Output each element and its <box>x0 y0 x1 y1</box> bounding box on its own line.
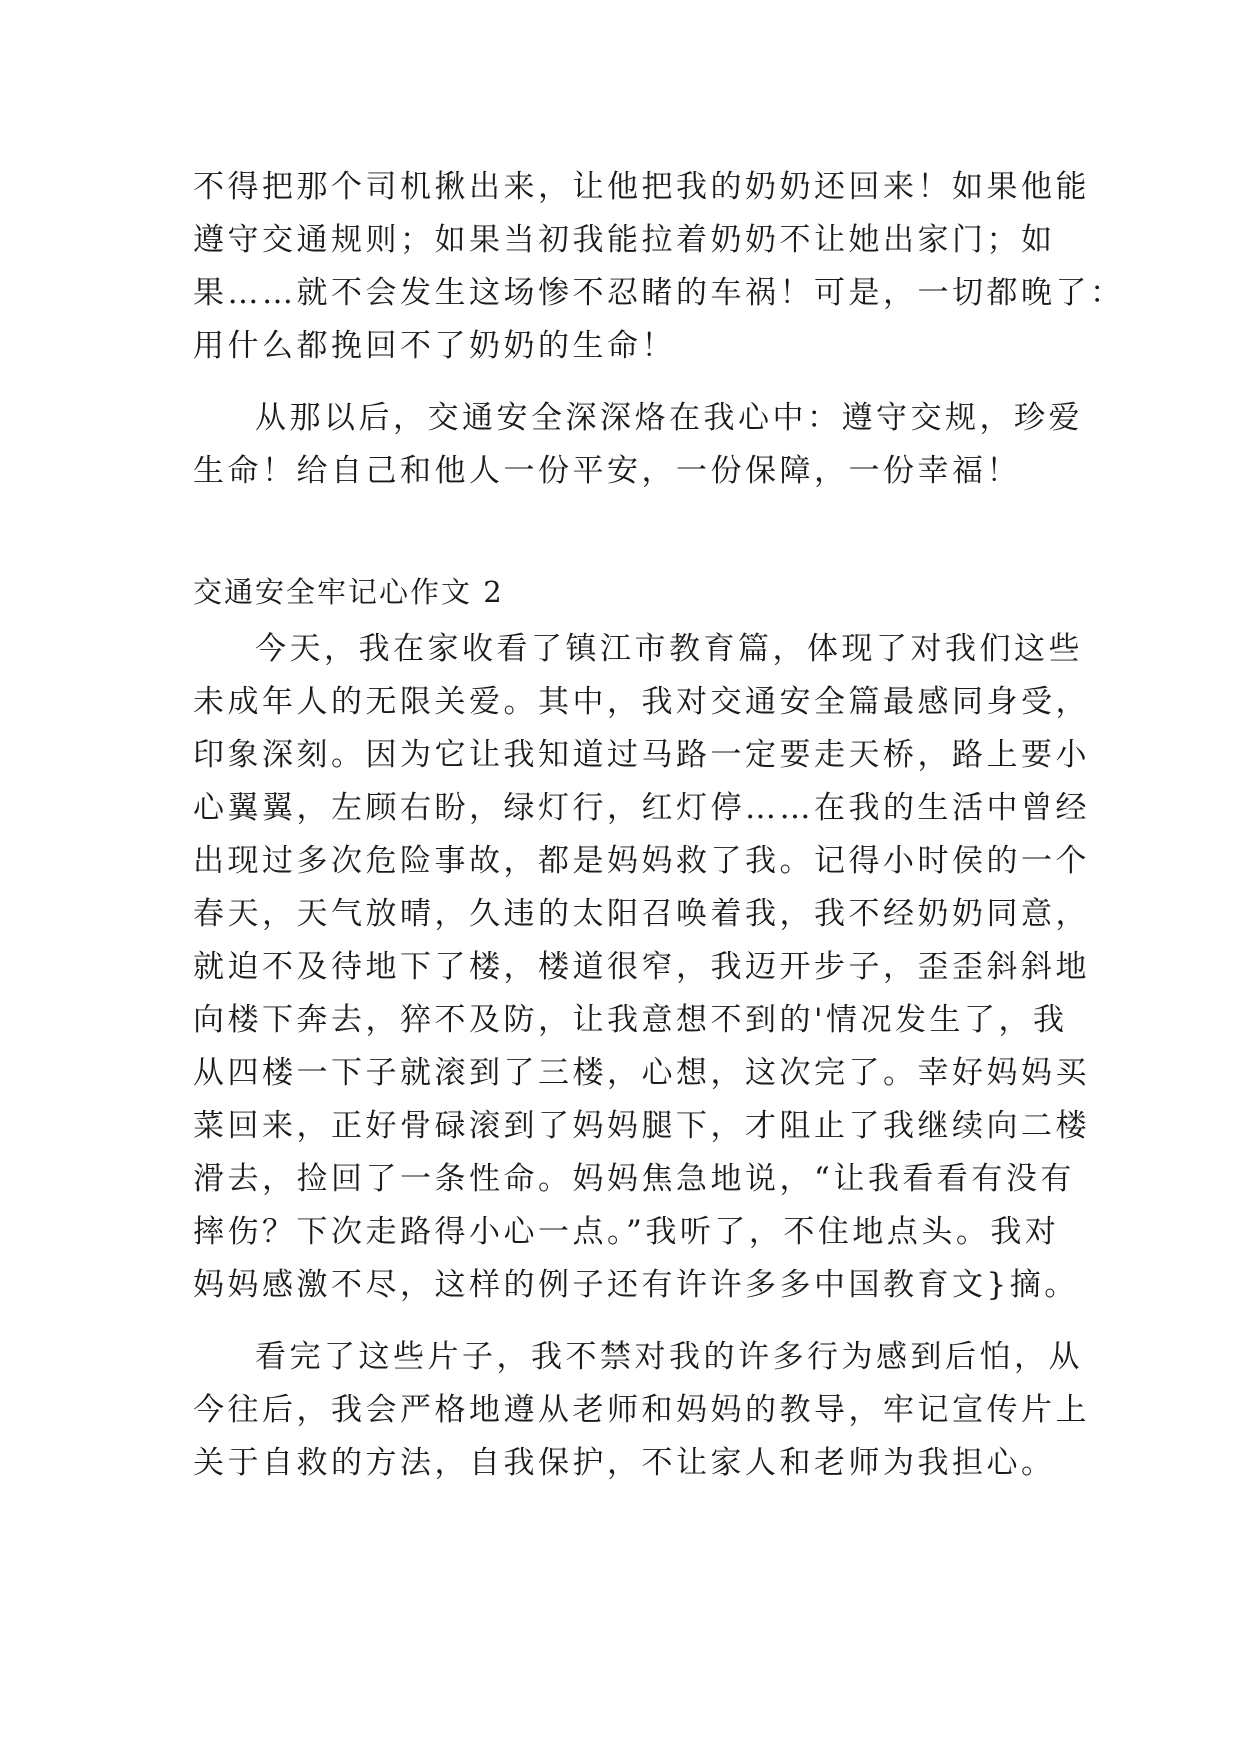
paragraph-line: 生命！给自己和他人一份平安，一份保障，一份幸福！ <box>193 453 1021 489</box>
paragraph-line: 看完了这些片子，我不禁对我的许多行为感到后怕，从 <box>255 1339 1083 1375</box>
paragraph-line: 向楼下奔去，猝不及防，让我意想不到的'情况发生了，我 <box>193 1002 1068 1038</box>
paragraph-line: 用什么都挽回不了奶奶的生命！ <box>193 328 676 364</box>
paragraph-line: 菜回来，正好骨碌滚到了妈妈腿下，才阻止了我继续向二楼 <box>193 1108 1090 1144</box>
paragraph-line: 从四楼一下子就滚到了三楼，心想，这次完了。幸好妈妈买 <box>193 1055 1090 1091</box>
paragraph-line: 出现过多次危险事故，都是妈妈救了我。记得小时侯的一个 <box>193 843 1090 879</box>
paragraph-line: 妈妈感激不尽，这样的例子还有许许多多中国教育文}摘。 <box>193 1267 1079 1303</box>
section-title: 交通安全牢记心作文 2 <box>193 575 504 609</box>
paragraph-line: 春天，天气放晴，久违的太阳召唤着我，我不经奶奶同意， <box>193 896 1090 932</box>
paragraph-line: 未成年人的无限关爱。其中，我对交通安全篇最感同身受， <box>193 684 1090 720</box>
paragraph-line: 今天，我在家收看了镇江市教育篇，体现了对我们这些 <box>255 631 1083 667</box>
paragraph-line: 心翼翼，左顾右盼，绿灯行，红灯停……在我的生活中曾经 <box>193 790 1090 826</box>
paragraph-line: 就迫不及待地下了楼，楼道很窄，我迈开步子，歪歪斜斜地 <box>193 949 1090 985</box>
paragraph-line: 印象深刻。因为它让我知道过马路一定要走天桥，路上要小 <box>193 737 1090 773</box>
paragraph-line: 滑去，捡回了一条性命。妈妈焦急地说，“让我看看有没有 <box>193 1161 1075 1197</box>
paragraph-line: 果……就不会发生这场惨不忍睹的车祸！可是，一切都晚了： <box>193 275 1125 311</box>
paragraph-line: 从那以后，交通安全深深烙在我心中：遵守交规，珍爱 <box>255 400 1083 436</box>
paragraph-line: 关于自救的方法，自我保护，不让家人和老师为我担心。 <box>193 1445 1056 1481</box>
paragraph-line: 遵守交通规则；如果当初我能拉着奶奶不让她出家门；如 <box>193 222 1056 258</box>
paragraph-line: 不得把那个司机揪出来，让他把我的奶奶还回来！如果他能 <box>193 169 1090 205</box>
paragraph-line: 摔伤？下次走路得小心一点。”我听了，不住地点头。我对 <box>193 1214 1060 1250</box>
paragraph-line: 今往后，我会严格地遵从老师和妈妈的教导，牢记宣传片上 <box>193 1392 1090 1428</box>
